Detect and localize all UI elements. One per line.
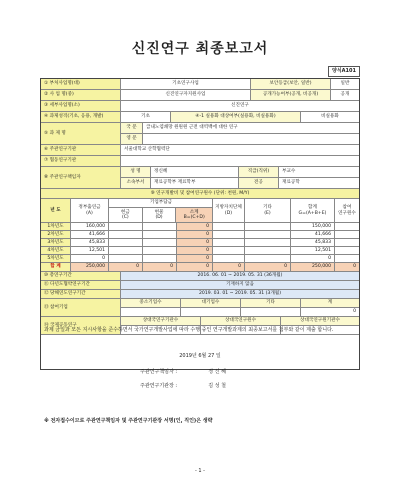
people-cell bbox=[335, 255, 359, 262]
subtotal-cell: 0 bbox=[177, 247, 213, 254]
row-nature bbox=[41, 112, 359, 123]
nature-value: 기초 bbox=[121, 112, 171, 122]
signature-head-name: 김 성 철 bbox=[208, 383, 226, 389]
practical-use-label: ④-1 실용화 대상여부(실용화, 비실용화) bbox=[171, 112, 301, 122]
subprogram-label: ③ 세부사업명(소) bbox=[41, 101, 121, 111]
total-period-value: 2016. 06. 01 ~ 2019. 05. 31 (36개월) bbox=[121, 272, 359, 280]
pi-department-label: 소속부서 bbox=[121, 178, 151, 188]
partner-org-count-header: 상대국연구원기관수 bbox=[281, 317, 359, 325]
subprogram-value: 신진연구 bbox=[231, 103, 249, 109]
nature-label: ④ 과제성격(기초, 응용, 개발) bbox=[41, 112, 121, 122]
local-cell bbox=[213, 255, 245, 262]
local-cell bbox=[213, 223, 245, 230]
current-period-value: 2019. 03. 01 ~ 2019. 05. 31 (3개월) bbox=[121, 290, 359, 298]
year-cell: 1차년도 bbox=[41, 223, 71, 230]
pi-position-value: 부교수 bbox=[282, 169, 296, 175]
table-row bbox=[41, 231, 359, 239]
large-company-count-value bbox=[181, 308, 241, 316]
col-local-header: 지방자치단체 (D) bbox=[213, 199, 245, 222]
sum-cash-cell: 0 bbox=[109, 263, 143, 271]
project-title-label: ⑤ 과 제 명 bbox=[41, 123, 121, 144]
signature-pi bbox=[140, 368, 226, 375]
sum-local-cell: 0 bbox=[213, 263, 245, 271]
pi-department-value: 재료공학부 재료학부 bbox=[151, 178, 239, 188]
company-total-value: 0 bbox=[353, 309, 356, 315]
disclosure-label: 공개가능여부(공개, 비공개) bbox=[251, 90, 331, 100]
gov-cell: 41,666 bbox=[71, 231, 109, 238]
sum-year-cell: 합 계 bbox=[41, 263, 71, 271]
signature-pi-label: 주관연구책임자 : bbox=[140, 369, 178, 375]
row-multiyear-period bbox=[41, 281, 359, 290]
local-cell bbox=[213, 247, 245, 254]
pi-name-value: 정신혜 bbox=[151, 167, 239, 177]
col-people-header: 참여 연구원수 bbox=[338, 205, 356, 216]
row-principal-investigator bbox=[41, 167, 359, 189]
inkind-cell bbox=[143, 231, 177, 238]
other-count-header: 기타 bbox=[241, 299, 301, 307]
cooperating-institution-value bbox=[121, 156, 359, 166]
company-total-header: 계 bbox=[301, 299, 359, 307]
principal-investigator-label: ⑧ 주관연구책임자 bbox=[41, 167, 121, 188]
other-cell bbox=[245, 231, 291, 238]
col-subtotal-header: 소계 B=(C+D) bbox=[176, 208, 212, 222]
cooperating-institution-label: ⑦ 협동연구기관 bbox=[41, 156, 121, 166]
people-cell bbox=[335, 223, 359, 230]
signature-institution-head bbox=[140, 382, 226, 389]
submission-date: 2019년 6월 27 일 bbox=[179, 353, 221, 359]
current-period-label: ⑫ 당해연도연구기간 bbox=[41, 290, 121, 298]
subtotal-cell: 0 bbox=[177, 231, 213, 238]
subtotal-cell: 0 bbox=[177, 223, 213, 230]
security-level-value: 일반 bbox=[340, 81, 350, 87]
sum-inkind-cell: 0 bbox=[143, 263, 177, 271]
host-institution-value: 서울대학교 산학협력단 bbox=[124, 147, 170, 153]
row-project-title bbox=[41, 123, 359, 145]
pi-position-label: 직급(직위) bbox=[239, 167, 279, 177]
ministry-program-label: ① 부처사업명(대) bbox=[41, 79, 121, 89]
partner-institution-count-header: 상대국연구기관수 bbox=[121, 317, 201, 325]
table-row bbox=[41, 255, 359, 263]
table-row bbox=[41, 223, 359, 231]
other-cell bbox=[245, 255, 291, 262]
people-cell bbox=[335, 239, 359, 246]
year-cell: 2차년도 bbox=[41, 231, 71, 238]
row-participating-companies bbox=[41, 299, 359, 317]
inkind-cell bbox=[143, 239, 177, 246]
row-ministry-program bbox=[41, 79, 359, 90]
row-subprogram bbox=[41, 101, 359, 112]
local-cell bbox=[213, 231, 245, 238]
international-research-label: ⑭ 국제공동연구 bbox=[41, 317, 121, 334]
partner-researcher-count-header: 상대국연구원수 bbox=[201, 317, 281, 325]
people-cell bbox=[335, 231, 359, 238]
people-cell bbox=[335, 247, 359, 254]
cash-cell bbox=[109, 223, 143, 230]
inkind-cell bbox=[143, 247, 177, 254]
year-cell: 4차년도 bbox=[41, 247, 71, 254]
subtotal-cell: 0 bbox=[177, 239, 213, 246]
cash-cell bbox=[109, 255, 143, 262]
pi-name-label: 성 명 bbox=[121, 167, 151, 177]
row-host-institution bbox=[41, 145, 359, 156]
local-cell bbox=[213, 239, 245, 246]
other-count-value bbox=[241, 308, 301, 316]
total-cell: 45,833 bbox=[291, 239, 335, 246]
page-title: 신진연구 최종보고서 bbox=[131, 41, 269, 57]
total-cell: 41,666 bbox=[291, 231, 335, 238]
year-cell: 3차년도 bbox=[41, 239, 71, 246]
total-period-label: ⑩ 총연구기간 bbox=[41, 272, 121, 280]
col-other-header: 기타 (E) bbox=[245, 199, 291, 222]
row-program bbox=[41, 90, 359, 101]
budget-table-header bbox=[41, 199, 359, 223]
disclosure-value: 공개 bbox=[340, 92, 350, 98]
other-cell bbox=[245, 239, 291, 246]
table-row bbox=[41, 247, 359, 255]
budget-heading: ⑨ 연구개발비 및 참여연구원수 (단위: 천원, M/Y) bbox=[41, 189, 359, 198]
cash-cell bbox=[109, 247, 143, 254]
table-row bbox=[41, 239, 359, 247]
col-year-header: 년 도 bbox=[41, 199, 71, 222]
year-cell: 5차년도 bbox=[41, 255, 71, 262]
gov-cell: 160,000 bbox=[71, 223, 109, 230]
cash-cell bbox=[109, 231, 143, 238]
security-level-label: 보안등급(보안, 일반) bbox=[251, 79, 331, 89]
sme-count-header: 중소기업수 bbox=[121, 299, 181, 307]
footnote: ※ 전자접수이므로 주관연구책임자 및 주관연구기관장 서명(인, 직인)은 생략 bbox=[44, 418, 213, 424]
row-cooperating-institution bbox=[41, 156, 359, 167]
sum-subtotal-cell: 0 bbox=[177, 263, 213, 271]
col-cash-header: 현금 (C) bbox=[109, 208, 143, 222]
program-label: ② 사 업 명(중) bbox=[41, 90, 121, 100]
host-institution-label: ⑥ 주관연구기관 bbox=[41, 145, 121, 155]
practical-use-value: 비실용화 bbox=[321, 114, 339, 120]
col-inkind-header: 현물 (D) bbox=[143, 208, 177, 222]
page-number: - 1 - bbox=[195, 468, 205, 474]
sme-count-value bbox=[121, 308, 181, 316]
row-budget-heading bbox=[41, 189, 359, 199]
gov-cell: 45,833 bbox=[71, 239, 109, 246]
inkind-cell bbox=[143, 223, 177, 230]
multiyear-period-value: 기재하지 않음 bbox=[121, 281, 359, 289]
large-company-count-header: 대기업수 bbox=[181, 299, 241, 307]
pi-major-label: 전공 bbox=[239, 178, 279, 188]
subtotal-cell: 0 bbox=[177, 255, 213, 262]
participating-companies-label: ⑬ 참여기업 bbox=[41, 299, 121, 316]
pi-major-value: 재료공학 bbox=[282, 180, 300, 186]
title-korean-value: 급내노염쇄망 원원원 근전 대역백에 대한 연구 bbox=[146, 125, 238, 131]
table-sum-row bbox=[41, 263, 359, 272]
gov-cell: 0 bbox=[71, 255, 109, 262]
form-code: 양식A101 bbox=[328, 66, 360, 77]
signature-head-label: 주관연구기관장 : bbox=[140, 383, 178, 389]
col-gov-header: 정부출연금 (A) bbox=[71, 199, 109, 222]
sum-total-cell: 250,000 bbox=[291, 263, 335, 271]
other-cell bbox=[245, 223, 291, 230]
total-cell: 0 bbox=[291, 255, 335, 262]
private-group-header: 기업부담금 bbox=[109, 199, 213, 208]
inkind-cell bbox=[143, 255, 177, 262]
sum-other-cell: 0 bbox=[245, 263, 291, 271]
row-total-period bbox=[41, 272, 359, 281]
total-cell: 12,501 bbox=[291, 247, 335, 254]
submission-statement: 과제 금일과 모든 지시사항을 준수하면서 국가연구개발사업에 따라 수행 중인 연구개발과제의 최종보고서를 첨부와 같이 제출 합니다. bbox=[44, 327, 334, 333]
title-english-label: 영 문 bbox=[121, 134, 143, 144]
col-total-header: 합계 G=(A+B+E) bbox=[291, 199, 335, 222]
cash-cell bbox=[109, 239, 143, 246]
ministry-program-value: 기초연구사업 bbox=[121, 79, 251, 89]
total-cell: 150,000 bbox=[291, 223, 335, 230]
sum-people-cell: 0 bbox=[335, 263, 359, 271]
gov-cell: 12,501 bbox=[71, 247, 109, 254]
row-current-period bbox=[41, 290, 359, 299]
program-value: 신진연구자지원사업 bbox=[121, 90, 251, 100]
other-cell bbox=[245, 247, 291, 254]
sum-gov-cell: 250,000 bbox=[71, 263, 109, 271]
title-korean-label: 국 문 bbox=[121, 123, 143, 133]
title-english-value bbox=[143, 134, 359, 144]
signature-pi-name: 정 신 혜 bbox=[208, 369, 226, 375]
multiyear-period-label: ⑪ 다년도협약연구기간 bbox=[41, 281, 121, 289]
